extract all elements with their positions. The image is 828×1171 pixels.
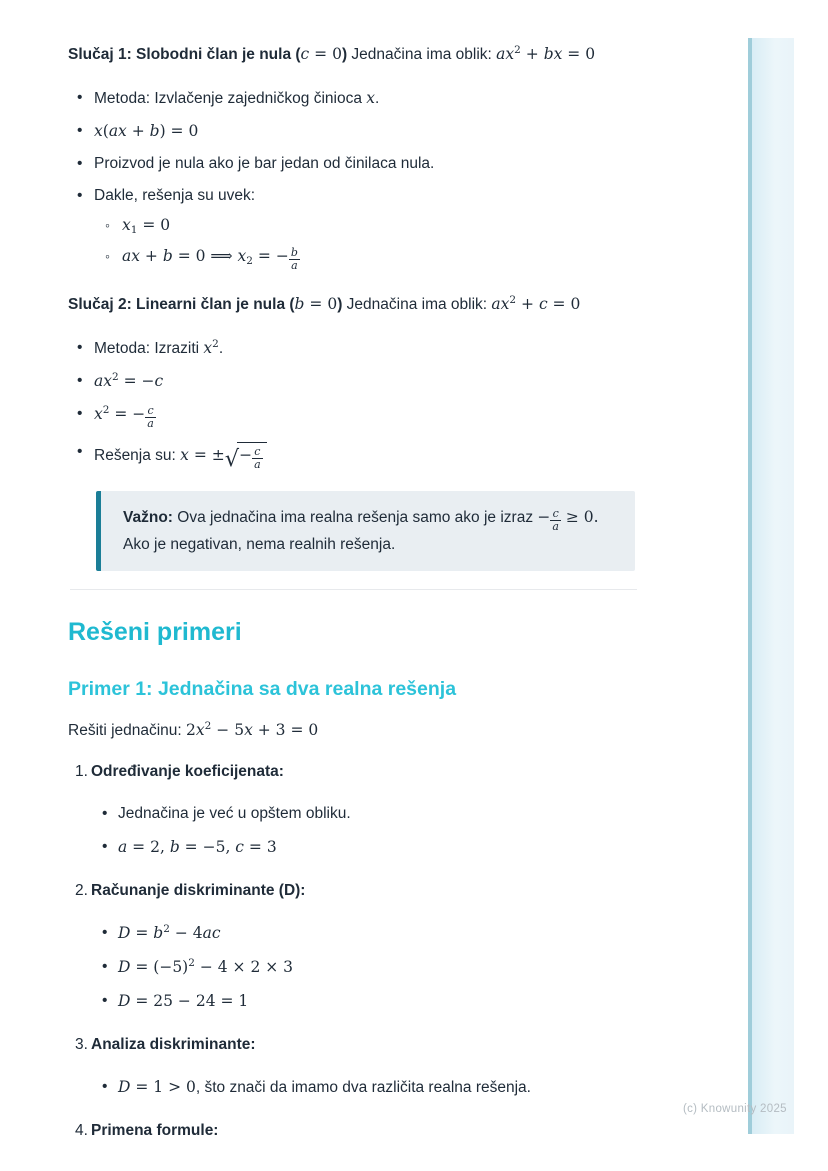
case2-heading [68, 294, 638, 315]
case2-heading-bold-close: ) [337, 296, 343, 314]
case1-heading-lead: Jednačina ima oblik: [347, 46, 497, 63]
discriminant-substitution-formula: $D = (-5)^2 - 4 \times 2 \times 3$ [118, 957, 294, 977]
step2-item [68, 881, 638, 1012]
case1-heading-bold-close: ) [341, 46, 348, 63]
example1-heading: Primer 1: Jednačina sa dva realna rešenja [68, 678, 457, 701]
solutions-intro: Dakle, rešenja su uvek: [94, 187, 256, 204]
discriminant-formula: $D = b^2 - 4ac$ [118, 923, 221, 943]
case1-heading [68, 44, 638, 65]
factored-formula: x(ax + b) = 0 [94, 122, 199, 140]
step2-title: Računanje diskriminante (D): [91, 882, 306, 900]
solutions-label: Rešenja su: [94, 447, 181, 465]
step1-number: 1. [75, 763, 88, 781]
method-period: . [375, 90, 380, 107]
step2-number: 2. [75, 882, 88, 900]
method-text: Izraziti [150, 340, 204, 358]
step2-bullet1 [68, 923, 638, 944]
document-content [68, 0, 638, 1164]
callout-text-after: Ako je negativan, nema realnih rešenja. [123, 536, 396, 554]
case1-solutions-sublist [94, 215, 638, 272]
case2-list [68, 338, 638, 471]
task-label: Rešiti jednačinu: [68, 722, 187, 740]
step1-title: Određivanje koeficijenata: [91, 763, 284, 781]
step2-sublist [68, 923, 638, 1012]
scrollbar-track[interactable] [748, 38, 794, 1134]
step2-bullet3 [68, 991, 638, 1012]
step3-number: 3. [75, 1036, 88, 1054]
case2-heading-bold: Slučaj 2: Linearni član je nula ( [68, 296, 295, 314]
solution2-item [94, 246, 638, 272]
step3-item [68, 1035, 638, 1098]
task-line [68, 719, 638, 742]
solved-examples-heading: Rešeni primeri [68, 618, 242, 647]
callout-condition-formula: − $\frac{c}{a}$ ≥ 0. [537, 507, 599, 534]
case2-solution-item [68, 442, 638, 471]
case2-heading-lead: Jednačina ima oblik: [342, 296, 492, 314]
case1-method-item [68, 88, 638, 109]
variable-x-formula: x [366, 89, 376, 107]
discriminant-analysis-text: , što znači da imamo dva različita realna rešenja. [195, 1079, 531, 1097]
solution1-formula: x1 = 0 [122, 216, 171, 236]
method-period: . [218, 340, 224, 358]
step3-sublist [68, 1077, 638, 1098]
sqrt-solution-formula: x = ±√− $\frac{c}{a}$ [180, 446, 266, 464]
case2-method-item [68, 338, 638, 359]
step2-bullet2 [68, 957, 638, 978]
section-divider [70, 589, 637, 590]
case2-step1-formula: $ax^2 = -c$ [94, 371, 164, 391]
discriminant-analysis-formula: D = 1 > 0 [118, 1078, 196, 1097]
solution2-formula: ax + b = 0 ⟹ x2 = − $\frac{b}{a}$ [122, 245, 298, 272]
step4-title: Primena formule: [91, 1122, 219, 1140]
case2-step1-item [68, 371, 638, 392]
method-label: Metoda: [94, 340, 151, 358]
case1-solutions-item [68, 186, 638, 272]
case1-product-rule-item: • Proizvod je nula ako je bar jedan od činilaca nula. [68, 154, 638, 174]
solution1-item [94, 215, 638, 236]
step3-title: Analiza diskriminante: [91, 1036, 256, 1054]
step1-sublist [68, 804, 638, 858]
case2-step2-item [68, 404, 638, 430]
important-callout [96, 491, 635, 571]
case1-heading-bold: Slučaj 1: Slobodni član je nula ( [68, 46, 301, 63]
step4-item [68, 1121, 638, 1141]
step1-bullet2 [68, 837, 638, 858]
case2-general-form-formula: $ax^2 + c = 0$ [491, 294, 581, 314]
step1-bullet1: • Jednačina je već u opštem obliku. [68, 804, 638, 824]
x-squared-formula: $x^2$ [203, 338, 219, 358]
step4-number: 4. [75, 1122, 88, 1140]
step3-bullet1 [68, 1077, 638, 1098]
case2-condition-formula: b = 0 [294, 295, 338, 314]
discriminant-result-formula: D = 25 − 24 = 1 [118, 992, 249, 1011]
solution-steps [68, 762, 638, 1141]
case1-list [68, 88, 638, 272]
case1-factored-item [68, 121, 638, 142]
copyright-footer: (c) Knowunity 2025 [683, 1103, 787, 1115]
callout-label: Važno: [123, 509, 173, 527]
case1-condition-formula: c = 0 [300, 45, 342, 63]
case2-step2-formula: $x^2$ = − $\frac{c}{a}$ [94, 404, 154, 431]
case1-general-form-formula: $ax^2$ + bx = 0 [496, 44, 596, 63]
method-text: Izvlačenje zajedničkog činioca [150, 90, 367, 107]
task-equation-formula: $2x^2 - 5x + 3 = 0$ [186, 720, 319, 740]
method-label: Metoda: [94, 90, 151, 107]
callout-text-before: Ova jednačina ima realna rešenja samo ako je izraz [172, 509, 538, 527]
coefficients-formula: a = 2, b = −5, c = 3 [118, 838, 277, 857]
step1-item [68, 762, 638, 858]
